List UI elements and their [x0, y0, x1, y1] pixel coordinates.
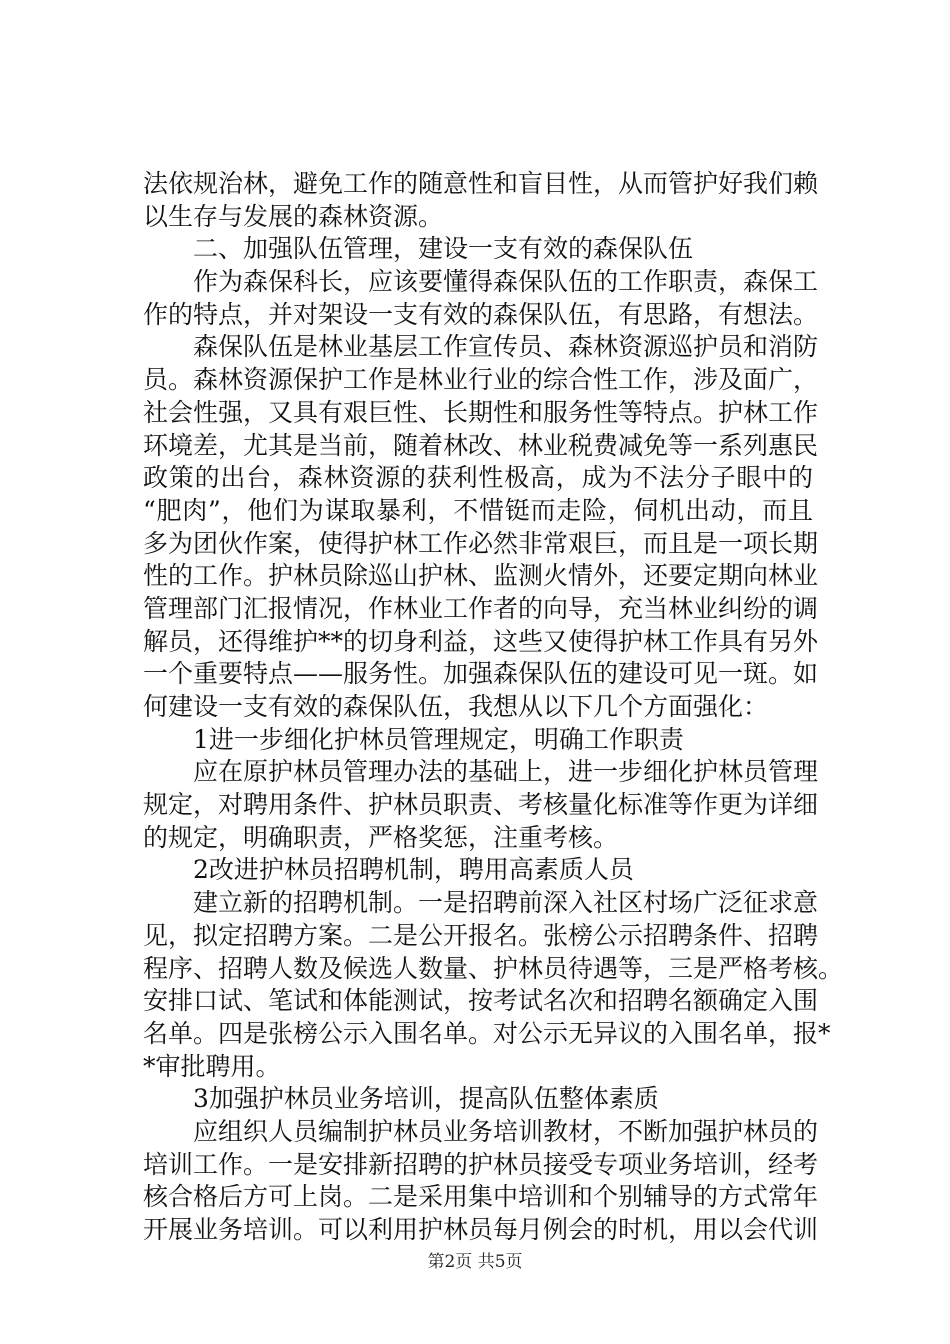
text-line: “肥肉”，他们为谋取暴利，不惜铤而走险，伺机出动，而且	[143, 495, 813, 525]
text-line: 程序、招聘人数及候选人数量、护林员待遇等，三是严格考核。	[143, 953, 844, 983]
text-line: 二、加强队伍管理，建设一支有效的森保队伍	[193, 234, 694, 264]
text-line: 森保队伍是林业基层工作宣传员、森林资源巡护员和消防	[193, 332, 819, 362]
text-line: 何建设一支有效的森保队伍，我想从以下几个方面强化：	[143, 692, 769, 721]
text-line: 性的工作。护林员除巡山护林、监测火情外，还要定期向林业	[143, 561, 819, 591]
text-line: 3加强护林员业务培训，提高队伍整体素质	[193, 1084, 659, 1114]
text-line: 多为团伙作案，使得护林工作必然非常艰巨，而且是一项长期	[143, 528, 819, 558]
text-line: 开展业务培训。可以利用护林员每月例会的时机，用以会代训	[143, 1215, 819, 1244]
text-line: 政策的出台，森林资源的获利性极高，成为不法分子眼中的	[143, 463, 813, 493]
text-line: 安排口试、笔试和体能测试，按考试名次和招聘名额确定入围	[143, 986, 819, 1016]
text-line: 见，拟定招聘方案。二是公开报名。张榜公示招聘条件、招聘	[143, 920, 819, 950]
text-line: *审批聘用。	[143, 1051, 281, 1081]
document-body	[143, 168, 844, 1247]
text-line: 以生存与发展的森林资源。	[143, 201, 444, 231]
text-line: 培训工作。一是安排新招聘的护林员接受专项业务培训，经考	[143, 1149, 819, 1179]
text-line: 员。森林资源保护工作是林业行业的综合性工作，涉及面广，	[143, 365, 819, 395]
text-line: 1进一步细化护林员管理规定，明确工作职责	[193, 724, 684, 754]
text-line: 作为森保科长，应该要懂得森保队伍的工作职责，森保工	[193, 267, 819, 297]
text-line: 社会性强，又具有艰巨性、长期性和服务性等特点。护林工作	[143, 397, 819, 427]
text-line: 核合格后方可上岗。二是采用集中培训和个别辅导的方式常年	[143, 1182, 819, 1212]
page-number: 第2页 共5页	[427, 1252, 523, 1272]
text-line: 应组织人员编制护林员业务培训教材，不断加强护林员的	[193, 1116, 819, 1146]
text-line: 名单。四是张榜公示入围名单。对公示无异议的入围名单，报*	[143, 1018, 831, 1048]
text-line: 应在原护林员管理办法的基础上，进一步细化护林员管理	[193, 757, 819, 787]
text-line: 一个重要特点——服务性。加强森保队伍的建设可见一斑。如	[143, 659, 819, 689]
text-line: 法依规治林，避免工作的随意性和盲目性，从而管护好我们赖	[143, 169, 819, 198]
text-line: 2改进护林员招聘机制，聘用高素质人员	[193, 855, 634, 885]
text-line: 解员，还得维护**的切身利益，这些又使得护林工作具有另外	[143, 626, 819, 656]
text-line: 规定，对聘用条件、护林员职责、考核量化标准等作更为详细	[143, 790, 819, 820]
text-line: 环境差，尤其是当前，随着林改、林业税费减免等一系列惠民	[143, 430, 819, 460]
page-footer	[0, 1247, 950, 1272]
text-line: 管理部门汇报情况，作林业工作者的向导，充当林业纠纷的调	[143, 593, 819, 623]
text-line: 建立新的招聘机制。一是招聘前深入社区村场广泛征求意	[193, 888, 819, 918]
text-line: 的规定，明确职责，严格奖惩，注重考核。	[143, 822, 619, 852]
text-line: 作的特点，并对架设一支有效的森保队伍，有思路，有想法。	[143, 299, 819, 329]
